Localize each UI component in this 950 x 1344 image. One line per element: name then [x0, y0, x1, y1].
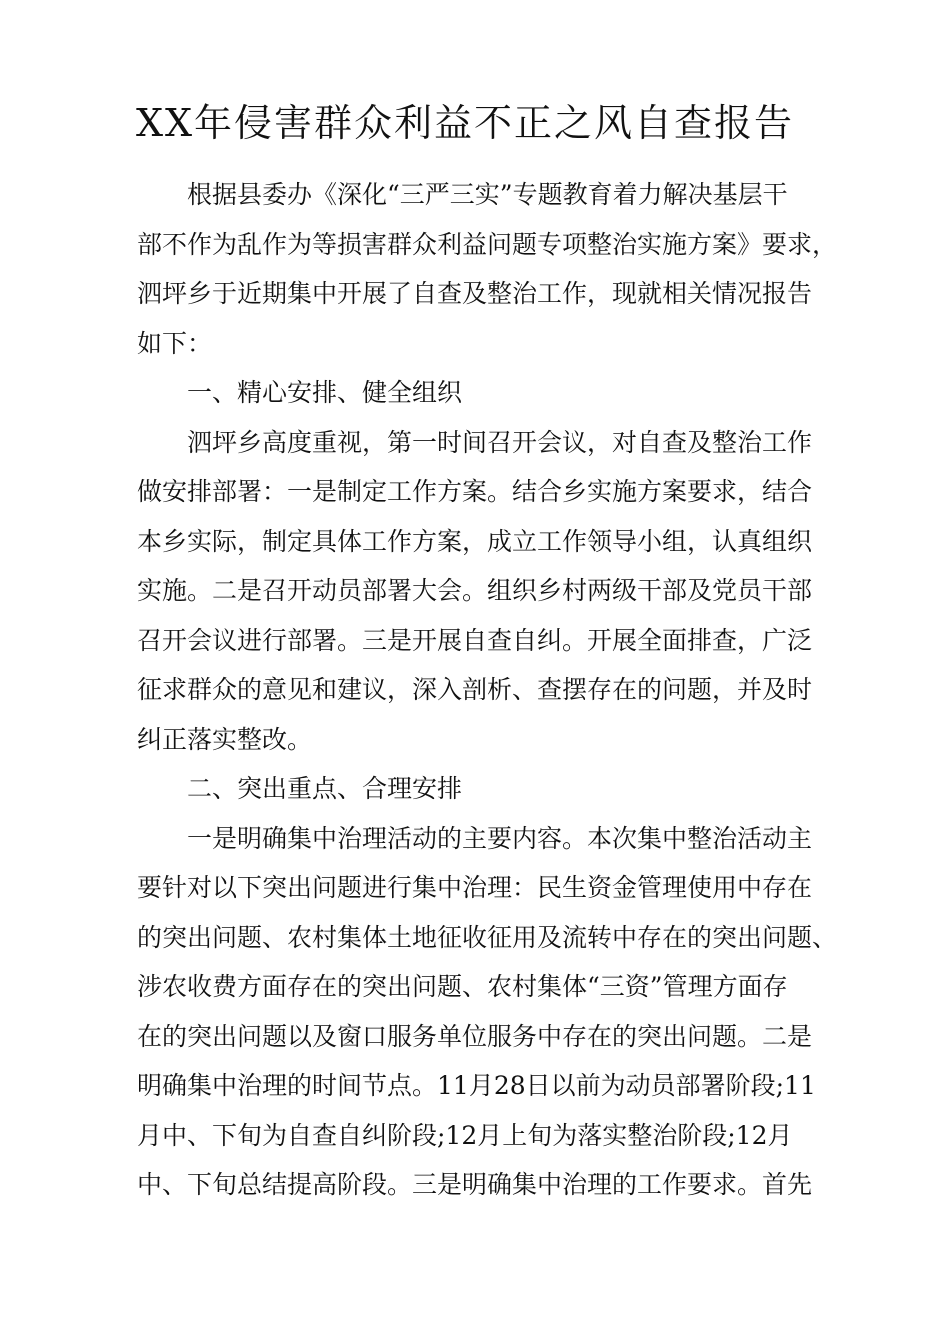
section-heading: 二、突出重点、合理安排 — [187, 774, 463, 803]
paragraph-line: 如下： — [137, 328, 213, 358]
paragraph-line: 做安排部署：一是制定工作方案。结合乡实施方案要求，结合 — [137, 477, 813, 506]
paragraph-line: 根据县委办《深化“三严三实”专题教育着力解决基层干 — [187, 180, 788, 209]
paragraph-line: 征求群众的意见和建议，深入剖析、查摆存在的问题，并及时 — [137, 675, 813, 704]
paragraph-line: 纠正落实整改。 — [137, 724, 313, 754]
section-heading: 一、精心安排、健全组织 — [187, 378, 463, 407]
paragraph-line: 要针对以下突出问题进行集中治理：民生资金管理使用中存在 — [137, 873, 813, 902]
paragraph-line: 的突出问题、农村集体土地征收征用及流转中存在的突出问题、 — [137, 922, 838, 952]
paragraph-line: 召开会议进行部署。三是开展自查自纠。开展全面排查，广泛 — [137, 625, 813, 655]
document-body — [137, 170, 837, 1210]
paragraph-line: 月中、下旬为自查自纠阶段;12月上旬为落实整治阶段;12月 — [137, 1120, 793, 1150]
paragraph-line: 中、下旬总结提高阶段。三是明确集中治理的工作要求。首先 — [137, 1170, 813, 1199]
document-title: XX年侵害群众利益不正之风自查报告 — [135, 101, 795, 145]
paragraph-line: 在的突出问题以及窗口服务单位服务中存在的突出问题。二是 — [137, 1021, 813, 1051]
paragraph-line: 部不作为乱作为等损害群众利益问题专项整治实施方案》要求， — [137, 229, 838, 259]
paragraph-line: 泗坪乡于近期集中开展了自查及整治工作，现就相关情况报告 — [137, 279, 813, 308]
paragraph-line: 本乡实际，制定具体工作方案，成立工作领导小组，认真组织 — [137, 526, 813, 556]
paragraph-line: 明确集中治理的时间节点。11月28日以前为动员部署阶段;11 — [137, 1071, 816, 1100]
paragraph-line: 实施。二是召开动员部署大会。组织乡村两级干部及党员干部 — [137, 576, 813, 605]
paragraph-line: 泗坪乡高度重视，第一时间召开会议，对自查及整治工作 — [187, 427, 813, 457]
paragraph-line: 一是明确集中治理活动的主要内容。本次集中整治活动主 — [187, 823, 813, 853]
paragraph-line: 涉农收费方面存在的突出问题、农村集体“三资”管理方面存 — [137, 972, 788, 1001]
